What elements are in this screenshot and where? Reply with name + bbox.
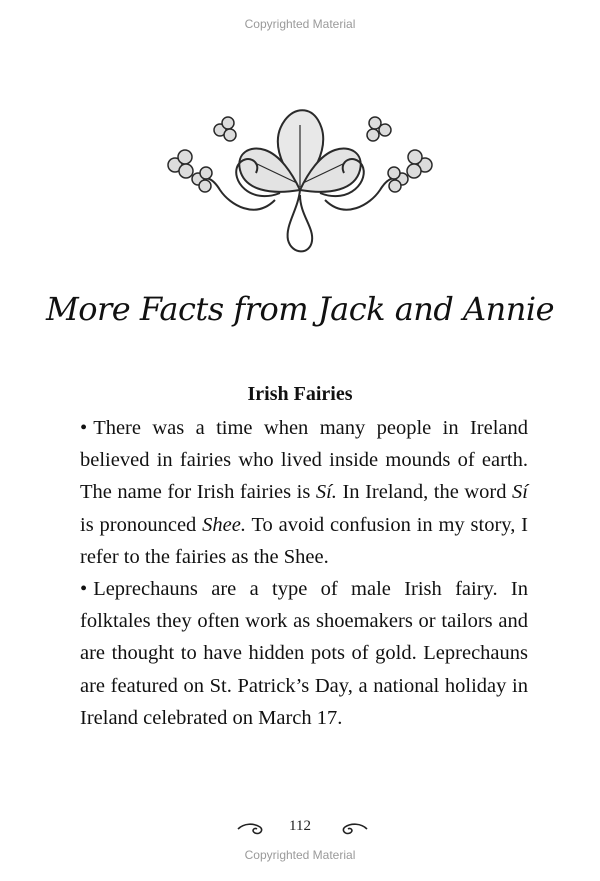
shamrock-ornament-icon bbox=[160, 95, 440, 265]
flourish-right-icon bbox=[333, 821, 369, 837]
bullet-1: • bbox=[80, 417, 88, 439]
watermark-top: Copyrighted Material bbox=[244, 17, 356, 31]
paragraph-1-term-shee: Shee. bbox=[202, 513, 246, 536]
bullet-2: • bbox=[80, 578, 88, 601]
paragraph-2 bbox=[80, 573, 528, 734]
paragraph-1 bbox=[80, 412, 528, 573]
body-text bbox=[80, 412, 528, 734]
paragraph-1-term-si-2: Sí bbox=[512, 481, 528, 504]
page-number: 112 bbox=[289, 818, 311, 834]
chapter-title: More Facts from Jack and Annie bbox=[45, 290, 555, 328]
paragraph-1-text-d: To avoid confusion in my story, I refer to the fairies as the Shee. bbox=[80, 513, 528, 568]
paragraph-1-text-c: is pronounced bbox=[80, 513, 203, 536]
paragraph-2-text: Leprechauns are a type of male Irish fairy. In folktales they often work as shoemakers or tailors and are thought to have hidden pots of gold. Leprechauns are featured on St. Patrick’s Day, a national holiday in Ireland celebrated on March 17. bbox=[80, 578, 528, 729]
page-footer bbox=[0, 818, 600, 842]
section-title: Irish Fairies bbox=[247, 383, 353, 405]
paragraph-1-text-b: In Ireland, the word bbox=[336, 481, 513, 504]
paragraph-1-text-a: There was a time when many people in Ireland believed in fairies who lived inside mounds of earth. The name for Irish fairies is bbox=[80, 417, 528, 504]
watermark-bottom: Copyrighted Material bbox=[244, 848, 356, 862]
paragraph-1-term-si-1: Sí. bbox=[315, 481, 337, 504]
